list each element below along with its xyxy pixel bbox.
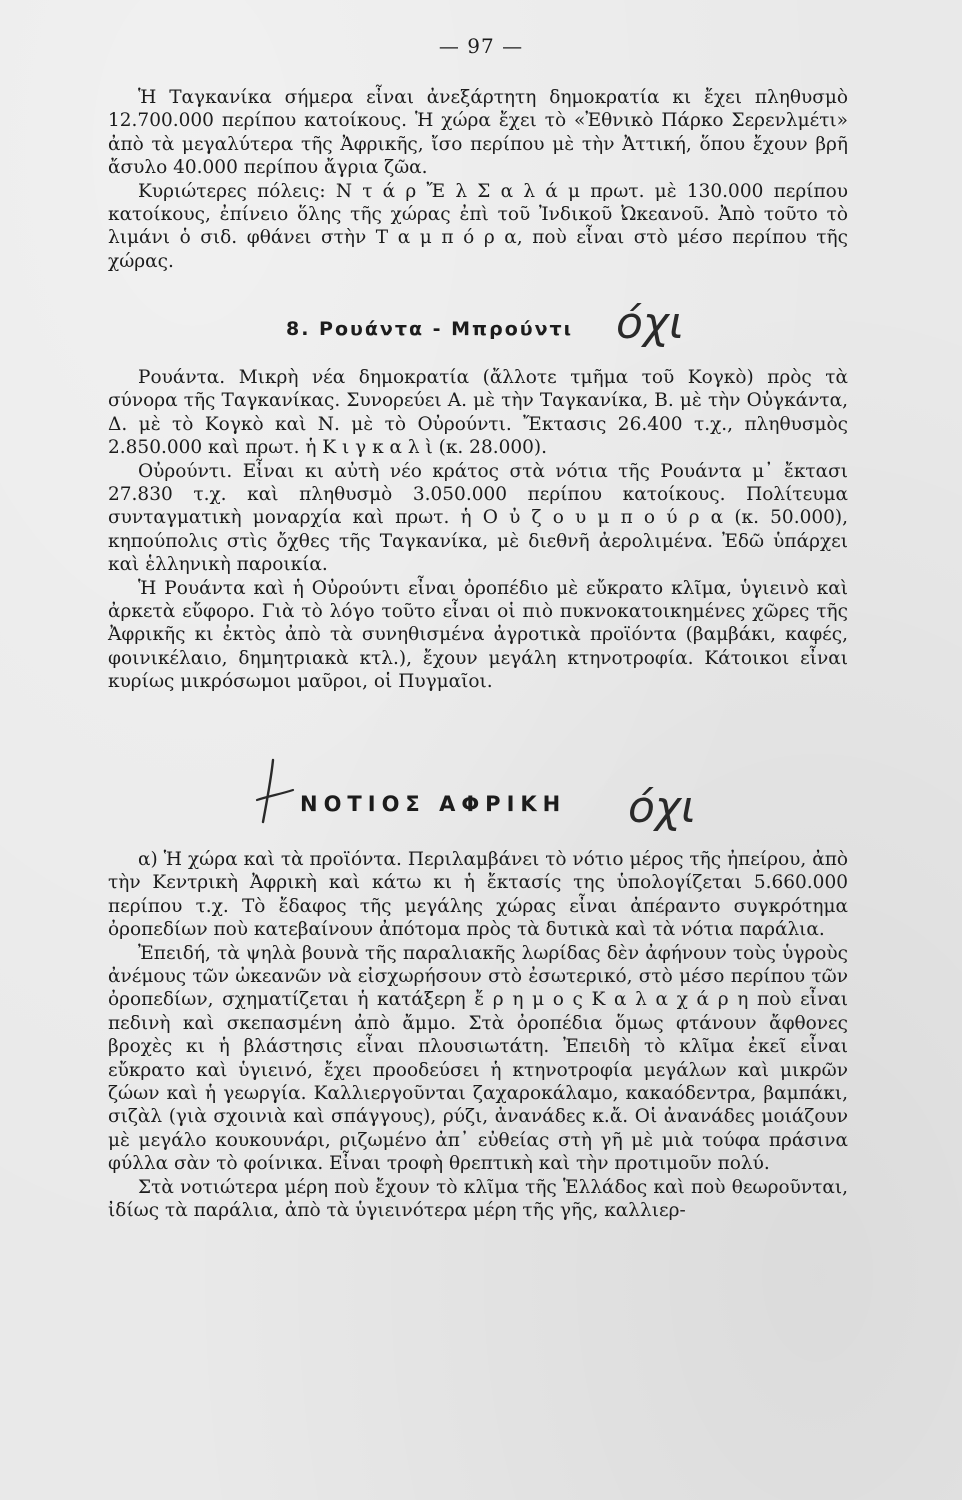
paragraph-tanzania-cities: Κυριώτερες πόλεις: Ν τ ά ρ Ἔ λ Σ α λ ά μ πρωτ. μὲ 130.000 περίπου κατοίκους, ἐπίνειο ὅλης τῆς χώρας ἐπὶ τοῦ Ἰνδικοῦ Ὠκεανοῦ. Ἀπὸ τοῦτο τὸ λιμάνι ὁ σιδ. φθάνει στὴν Τ α μ π ό ρ α, ποὺ εἶναι στὸ μέσο περίπου τῆς χώρας. [108,180,848,272]
tanzania-text [108,86,848,273]
paragraph-tanzania-overview: Ἡ Ταγκανίκα σήμερα εἶναι ἀνεξάρτητη δημοκρατία κι ἔχει πληθυσμὸ 12.700.000 περίπου κατοίκους. Ἡ χώρα ἔχει τὸ «Ἐθνικὸ Πάρκο Σερενλμέτι» ἀπὸ τὰ μεγαλύτερα τῆς Ἀφρικῆς, ἴσο περίπου μὲ τὴν Ἀττική, ὅπου ἔχουν βρῆ ἄσυλο 40.000 περίπου ἄγρια ζῶα. [108,87,848,179]
handwritten-annotation-ochi: όχι [616,298,684,349]
handwritten-cross-mark-icon [255,756,295,828]
section-heading-rwanda-burundi: 8. Ρουάντα - Μπρούντι [286,318,574,340]
section-heading-south-africa: ΝΟΤΙΟΣ ΑΦΡΙΚΗ [300,792,567,816]
page-number: — 97 — [438,34,524,58]
paragraph-rwanda-burundi-climate: Ἡ Ρουάντα καὶ ἡ Οὐρούντι εἶναι ὀροπέδιο μὲ εὔκρατο κλῖμα, ὑγιεινὸ καὶ ἀρκετὰ εὔφορο. Γιὰ τὸ λόγο τοῦτο εἶναι οἱ πιὸ πυκνοκατοικημένες χῶρες τῆς Ἀφρικῆς κι ἐκτὸς ἀπὸ τὰ συνηθισμένα ἀγροτικὰ προϊόντα (βαμβάκι, καφές, φοινικέλαιο, δημητριακὰ κτλ.), ἔχουν μεγάλη κτηνοτροφία. Κάτοικοι εἶναι κυρίως μικρόσωμοι μαῦροι, οἱ Πυγμαῖοι. [108,577,848,693]
handwritten-annotation-ochi-2: όχι [628,782,696,833]
paragraph-south-africa-south: Στὰ νοτιώτερα μέρη ποὺ ἔχουν τὸ κλῖμα τῆς Ἑλλάδος καὶ ποὺ θεωροῦνται, ἰδίως τὰ παράλια, ἀπὸ τὰ ὑγιεινότερα μέρη τῆς γῆς, καλλιερ- [108,1176,848,1222]
paragraph-south-africa-climate: Ἐπειδή, τὰ ψηλὰ βουνὰ τῆς παραλιακῆς λωρίδας δὲν ἀφήνουν τοὺς ὑγροὺς ἀνέμους τῶν ὠκεανῶν νὰ εἰσχωρήσουν στὸ ἐσωτερικό, στὸ μέσο περίπου τῶν ὀροπεδίων, σχηματίζεται ἡ κατάξερη ἔ ρ η μ ο ς Κ α λ α χ ά ρ η ποὺ εἶναι πεδινὴ καὶ σκεπασμένη ἀπὸ ἄμμο. Στὰ ὀροπέδια ὅμως φτάνουν ἄφθονες βροχὲς κι ἡ βλάστησις εἶναι πλουσιωτάτη. Ἐπειδὴ τὸ κλῖμα ἐκεῖ εἶναι εὔκρατο καὶ ὑγιεινό, ἔχει προοδεύσει ἡ κτηνοτροφία μεγάλων καὶ μικρῶν ζώων καὶ ἡ γεωργία. Καλλιεργοῦνται ζαχαροκάλαμο, κακαόδεντρα, βαμπάκι, σιζὰλ (γιὰ σχοινιὰ καὶ σπάγγους), ρύζι, ἀνανάδες κ.ἄ. Οἱ ἀνανάδες μοιάζουν μὲ μεγάλο κουκουνάρι, ριζωμένο ἀπ᾿ εὐθείας στὴ γῆ μὲ μιὰ τούφα πράσινα φύλλα σὰν τὸ φοίνικα. Εἶναι τροφὴ θρεπτικὴ καὶ τὴν προτιμοῦν πολύ. [108,942,848,1175]
paragraph-south-africa-country: α) Ἡ χώρα καὶ τὰ προϊόντα. Περιλαμβάνει τὸ νότιο μέρος τῆς ἠπείρου, ἀπὸ τὴν Κεντρικὴ Ἀφρικὴ καὶ κάτω κι ἡ ἔκτασίς της ὑπολογίζεται 5.660.000 περίπου τ.χ. Τὸ ἔδαφος τῆς μεγάλης χώρας εἶναι ἀπέραντο συγκρότημα ὀροπεδίων ποὺ κατεβαίνουν ἀπότομα πρὸς τὰ δυτικὰ καὶ τὰ νότια παράλια. [108,849,848,941]
paragraph-rwanda: Ρουάντα. Μικρὴ νέα δημοκρατία (ἄλλοτε τμῆμα τοῦ Κογκὸ) πρὸς τὰ σύνορα τῆς Ταγκανίκας. Συνορεύει Α. μὲ τὴν Ταγκανίκα, Β. μὲ τὴν Οὐγκάντα, Δ. μὲ τὸ Κογκὸ καὶ Ν. μὲ τὸ Οὐρούντι. Ἔκτασις 26.400 τ.χ., πληθυσμὸς 2.850.000 καὶ πρωτ. ἡ Κ ι γ κ α λ ὶ (κ. 28.000). [108,367,848,459]
paragraph-burundi: Οὐρούντι. Εἶναι κι αὐτὴ νέο κράτος στὰ νότια τῆς Ρουάντα μ᾿ ἔκτασι 27.830 τ.χ. καὶ πληθυσμὸ 3.050.000 περίπου κατοίκους. Πολίτευμα συνταγματικὴ μοναρχία καὶ πρωτ. ἡ Ο ὐ ζ ο υ μ π ο ύ ρ α (κ. 50.000), κηπούπολις στὶς ὄχθες τῆς Ταγκανίκα, μὲ διεθνῆ ἀερολιμένα. Ἐδῶ ὑπάρχει καὶ ἑλληνικὴ παροικία. [108,460,848,576]
south-africa-text [108,848,848,1223]
rwanda-burundi-text [108,366,848,694]
